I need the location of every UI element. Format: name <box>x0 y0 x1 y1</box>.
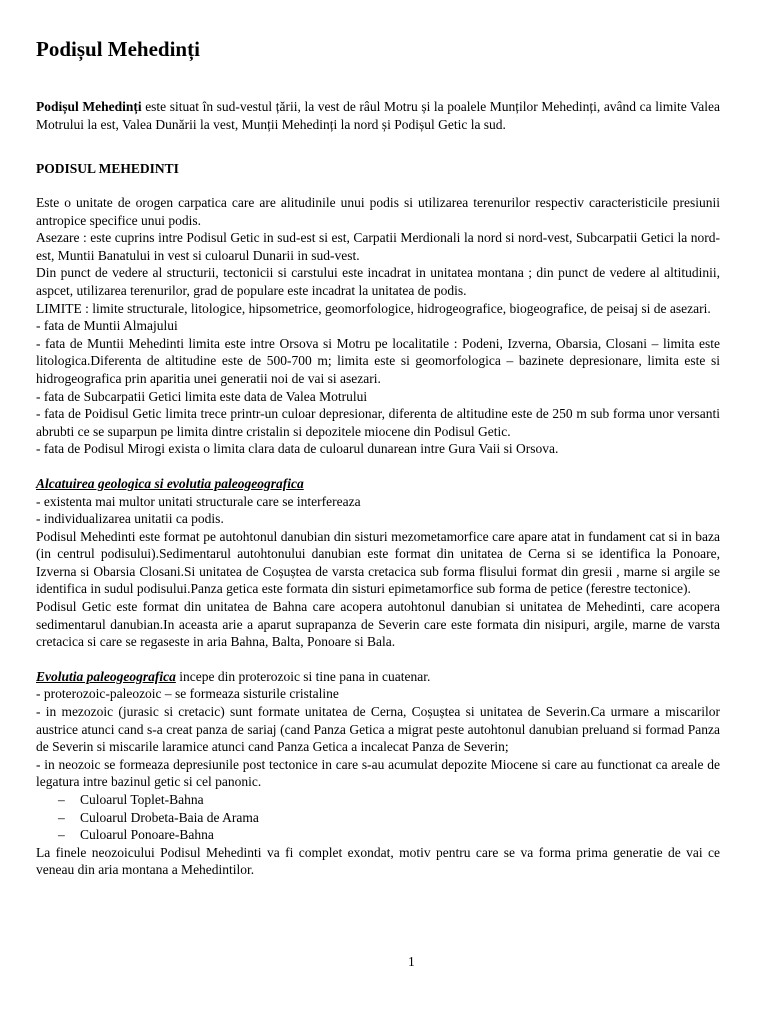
intro-text: este situat în sud-vestul țării, la vest de râul Motru și la poalele Munților Mehedinți, având ca limite Valea Motrului la est, Valea Dunării la vest, Munții Mehedinți la nord și Podișul Getic la sud. <box>36 99 721 132</box>
list-item-text: Culoarul Toplet-Bahna <box>80 792 204 807</box>
spacer <box>36 651 720 668</box>
geology-heading: Alcatuirea geologica si evolutia paleogeografica <box>36 475 304 491</box>
paragraph: LIMITE : limite structurale, litologice, hipsometrice, geomorfologice, hidrogeografice, biogeografice, de peisaj si de asezari. <box>36 300 711 316</box>
geology-heading-line <box>36 475 720 493</box>
closing-paragraph: La finele neozoicului Podisul Mehedinti va fi complet exondat, motiv pentru care se va forma prima generatie de vai ce veneau din aria montana a Mehedintilor. <box>36 844 720 878</box>
list-item-text: Culoarul Drobeta-Baia de Arama <box>80 809 259 825</box>
paragraph: - fata de Muntii Mehedinti limita este intre Orsova si Motru pe localitatile : Podeni, Izverna, Obarsia, Closani – limita este litologica.Diferenta de altitudine este de 500-700 m; limita este si geomorfologica – bazinete depresionare, limita este si hidrogeografica prin aparitia unei generatii noi de vai si asezari. <box>36 335 720 386</box>
list-item <box>58 791 720 809</box>
page-number: 1 <box>408 954 415 969</box>
spacer <box>36 458 720 475</box>
intro-bold-lead: Podișul Mehedinți <box>36 99 142 114</box>
paragraph: - individualizarea unitatii ca podis. <box>36 511 224 527</box>
dash-bullet: – <box>58 827 65 843</box>
corridor-list <box>36 791 720 844</box>
paragraph: Podisul Getic este format din unitatea de Bahna care acopera autohtonul danubian si unitatea de Mehedinti, care acopera sedimentarul danubian.In aceasta arie a aparut suprapanza de Severin care este formata din nisipuri, argile, marne de varsta cretacica si care se regaseste in aria Bahna, Balta, Ponoare si Bala. <box>36 599 720 650</box>
paragraph: - fata de Podisul Mirogi exista o limita clara data de culoarul dunarean intre Gura Vaii si Orsova. <box>36 441 559 457</box>
paragraph: - fata de Muntii Almajului <box>36 318 178 334</box>
paragraph: Din punct de vedere al structurii, tectonicii si carstului este incadrat in unitatea montana ; din punct de vedere al altitudinii, aspcet, utilizarea terenurilor, grad de populare este incadrat la unitatea de podis. <box>36 265 720 298</box>
evolution-paragraph <box>36 668 720 686</box>
paragraph: - existenta mai multor unitati structurale care se interfereaza <box>36 493 361 509</box>
dash-bullet: – <box>58 792 65 807</box>
list-item <box>58 826 720 844</box>
paragraph: - in mezozoic (jurasic si cretacic) sunt formate unitatea de Cerna, Coșuștea si unitatea de Severin.Ca urmare a miscarilor austrice atunci cand s-a creat panza de sariaj (cand Panza Getica a migrat peste autohtonul danubian preluand si formad Panza de Severin si miscarile laramice atunci cand Panza Getica a incalecat Panza de Severin; <box>36 704 720 755</box>
document-body <box>36 194 720 879</box>
paragraph: - proterozoic-paleozoic – se formeaza sisturile cristaline <box>36 686 339 702</box>
paragraph: Este o unitate de orogen carpatica care are alitudinile unui podis si utilizarea terenurilor respectiv caracteristicile presiunii antropice specifice unui podis. <box>36 195 720 228</box>
document-title: Podișul Mehedinți <box>36 37 200 61</box>
evolution-lead: incepe din proterozoic si tine pana in cuatenar. <box>175 668 431 684</box>
paragraph: - fata de Subcarpatii Getici limita este data de Valea Motrului <box>36 388 368 404</box>
intro-paragraph <box>36 98 720 134</box>
section-heading: PODISUL MEHEDINTI <box>36 161 179 176</box>
list-item <box>58 809 720 827</box>
paragraph: - in neozoic se formeaza depresiunile post tectonice in care s-au acumulat depozite Miocene si care au functionat ca areale de legatura intre bazinul getic si cel panonic. <box>36 756 720 790</box>
evolution-heading: Evolutia paleogeografica <box>36 668 176 684</box>
paragraph: Podisul Mehedinti este format pe autohtonul danubian din sisturi mezometamorfice care apare atat in fundament cat si in baza (in centrul podisului).Sedimentarul autohtonului danubian este format din unitatea de Cerna si se identifica la Ponoare, Izverna si Obarsia Closani.Si unitatea de Coșuștea de varsta cretacica sub forma flisului format din gresii , marne si argile se identifica in sudul podisului.Panza getica este formata din sisturi epimetamorfice sub forma de petice (ferestre tectonice). <box>36 528 720 597</box>
paragraph: - fata de Poidisul Getic limita trece printr-un culoar depresionar, diferenta de altitudine este de 250 m sub forma unor versanti abrubti ce se suparpun pe limita dintre cristalin si depozitele miocene din Podisul Getic. <box>36 406 720 439</box>
paragraph: Asezare : este cuprins intre Podisul Getic in sud-est si est, Carpatii Merdionali la nord si nord-vest, Subcarpatii Getici la nord-est, Muntii Banatului in vest si culoarul Dunarii in sud-vest. <box>36 230 720 263</box>
list-item-text: Culoarul Ponoare-Bahna <box>80 827 214 843</box>
dash-bullet: – <box>58 809 65 825</box>
